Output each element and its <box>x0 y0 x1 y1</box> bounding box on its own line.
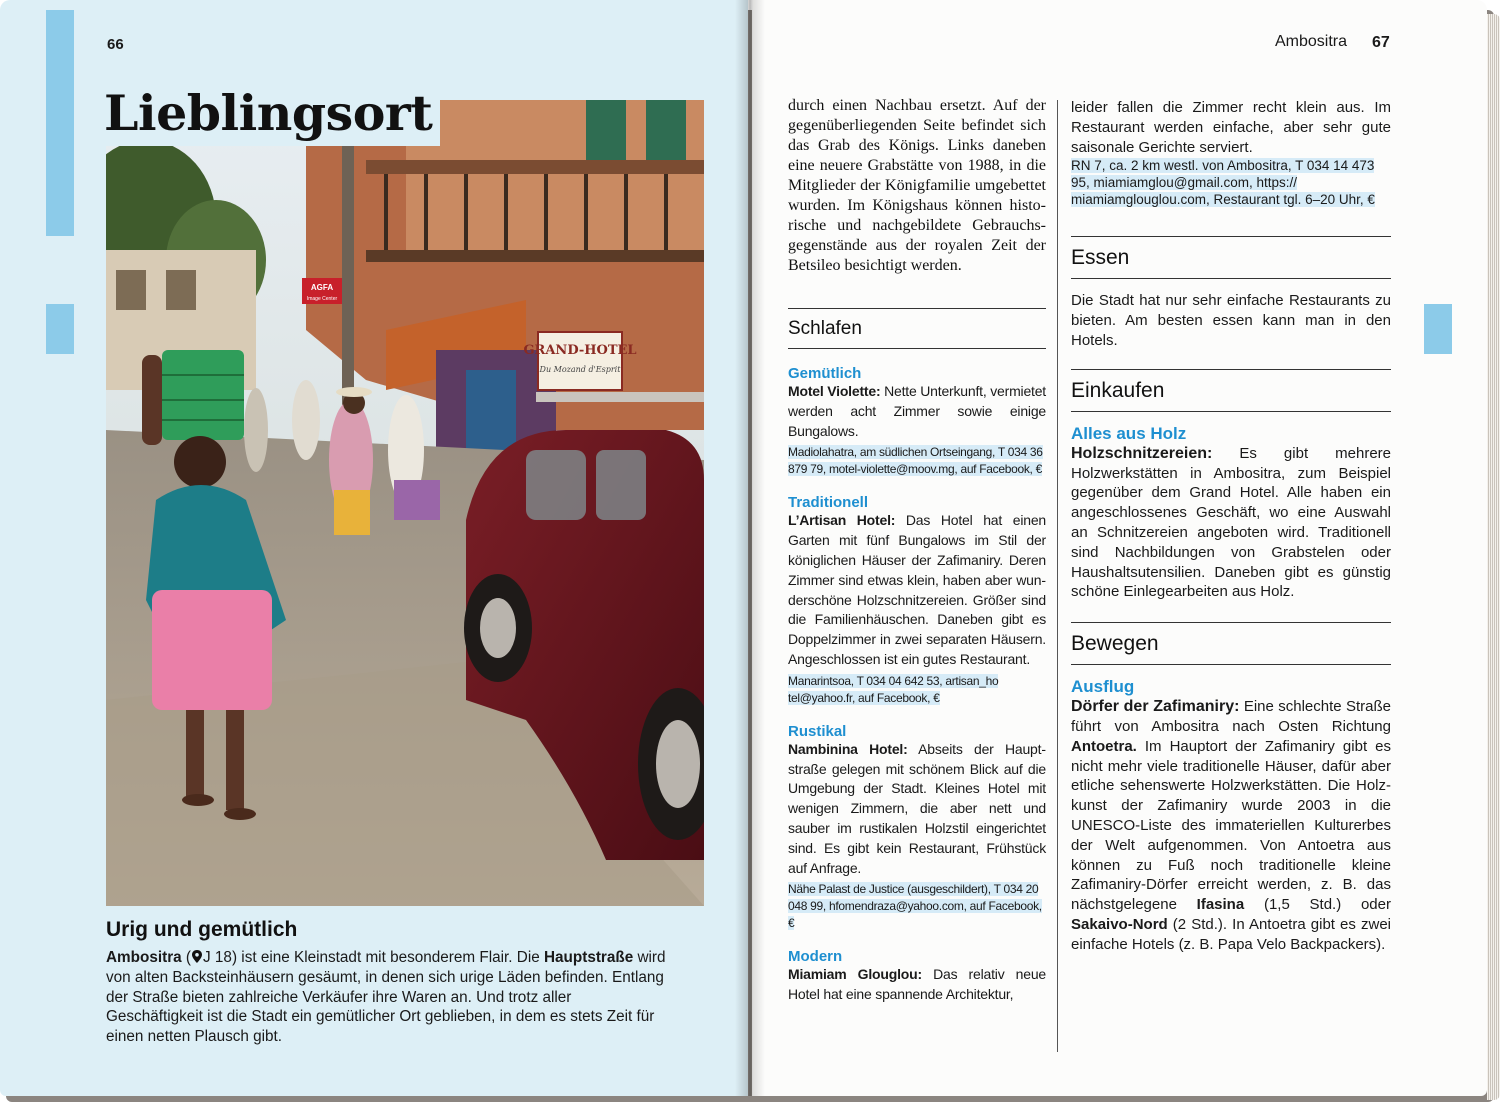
bewegen-text-3: (1,5 Std.) oder <box>1244 896 1391 914</box>
chapter-tab-marker <box>46 10 74 236</box>
hotel-entry-1 <box>788 365 1046 478</box>
hotel-info: Manarintsoa, T 034 04 642 53, artisan_ho tel@yahoo.fr, auf Facebook, € <box>788 673 999 705</box>
page-number-left: 66 <box>107 36 124 53</box>
section-heading-einkaufen: Einkaufen <box>1071 369 1391 412</box>
street-photo <box>106 100 704 906</box>
hotel-entry-4 <box>788 948 1046 1005</box>
caption-map-ref: J 18 <box>203 949 232 966</box>
hotel-name: Miamiam Glouglou: <box>788 966 922 983</box>
hotel-category: Traditionell <box>788 494 869 512</box>
hotel-continued-text: leider fallen die Zimmer recht klein aus. Im Restaurant werden einfache, aber sehr gute saisonale Gerichte serviert. <box>1071 99 1391 156</box>
hotel-name: Nambinina Hotel: <box>788 740 908 757</box>
bewegen-place-antoetra: Antoetra. <box>1071 737 1137 755</box>
bewegen-paragraph <box>1071 697 1391 954</box>
column-divider <box>1057 100 1058 1052</box>
bewegen-place-sakaivo: Sakaivo-Nord <box>1071 915 1168 933</box>
hotel-name: Motel Violette: <box>788 383 881 399</box>
einkaufen-category: Alles aus Holz <box>1071 423 1187 443</box>
caption-title: Urig und gemütlich <box>106 918 298 941</box>
hotel-description: Nette Unterkunft, vermietet werden acht Zimmer sowie einige Bungalows. <box>788 383 1047 439</box>
caption-place: Ambositra <box>106 949 182 966</box>
section-heading-bewegen: Bewegen <box>1071 622 1391 665</box>
hotel-category: Gemütlich <box>788 365 862 382</box>
hotel-sign-text: GRAND-HOTEL <box>523 343 637 358</box>
hotel-name: L’Artisan Hotel: <box>788 512 896 529</box>
column-middle <box>788 96 1046 1005</box>
hotel-description: Das relativ neue Hotel hat eine spannende Architektur, <box>788 966 1046 1003</box>
favorite-place-title: Lieblingsort <box>98 78 440 146</box>
einkaufen-text: Es gibt mehrere Holzwerkstätten in Ambositra, zum Beispiel gegenüber dem Grand Hotel. Alle haben ein angeschlossenes Geschäft, wo eine Auswahl an Schnitzereien angeboten wird. Traditionell sind Nachbildungen von Grabstelen oder Haushaltsutensilien. Daneben gibt es günstig schöne Einlegearbeiten aus Holz. <box>1071 444 1391 601</box>
hotel-description: Das Hotel hat einen Garten mit fünf Bungalows im Stil der königlichen Häuser der Zafimaniry. Deren Zimmer sind etwas klein, haben aber wunderschöne Holzschnitzereien. Größer sind die Familienhäuschen. Daneben gibt es Doppelzimmer in zwei separaten Häusern. Angeschlossen ist ein gutes Restaurant. <box>788 512 1046 667</box>
running-head: Ambositra <box>1275 33 1348 50</box>
essen-text: Die Stadt hat nur sehr einfache Restaurants zu bieten. Am besten essen kann man in den Hotels. <box>1071 292 1391 349</box>
bewegen-text-2: Im Hauptort der Zafimaniry gibt es nicht mehr viele traditionelle Häuser, dafür aber etliche sehenswerte Holzwerkstätten. Die Holzkunst der Zafimaniry wurde 2003 in die UNESCO-Liste des immateriellen Kulturerbes der Welt aufgenommen. Von Antoetra aus können zu Fuß noch traditionelle kleine Zafimaniry-Dörfer erreicht werden, z. B. das nächstgelegene <box>1071 737 1391 914</box>
page-number-right: 67 <box>1372 34 1390 51</box>
section-tab-marker-right <box>1424 304 1452 354</box>
section-heading-schlafen: Schlafen <box>788 308 1046 349</box>
bewegen-name: Dörfer der Zafimaniry: <box>1071 698 1240 716</box>
agfa-sign-text: AGFA <box>310 283 334 292</box>
hotel-info: Nähe Palast de Justice (ausgeschildert), T 034 20 048 99, hfomendraza@yahoo.com, auf Facebook, € <box>788 882 1042 931</box>
hotel-category: Rustikal <box>788 722 847 740</box>
book-gutter <box>735 0 765 1096</box>
hotel-category: Modern <box>788 948 843 966</box>
bewegen-text-1: Eine schlechte Straße führt von Ambositra nach Osten Richtung <box>1071 698 1391 735</box>
hotel-info: Madiolahatra, am südlichen Ortseingang, T 034 36 879 79, motel-violette@moov.mg, auf Facebook, € <box>788 445 1043 477</box>
hotel-entry-2 <box>788 494 1046 706</box>
hotel-sign-subtext: Du Mozand d'Esprit <box>539 365 621 374</box>
map-pin-icon <box>192 950 202 963</box>
page-edges <box>1487 14 1500 1100</box>
section-heading-essen: Essen <box>1071 236 1391 279</box>
intro-paragraph: durch einen Nachbau ersetzt. Auf der gegenüberliegenden Seite befindet sich das Grab des Königs. Links daneben eine neuere Grabstätte von 1988, in die Mitglieder der Königfamilie umgebettet wurden. Im Königshaus können historische und nachgebildete Gebrauchsgegenstände aus der royalen Zeit der Betsileo besichtigt werden. <box>788 97 1046 274</box>
hotel-description: Abseits der Hauptstraße gelegen mit schönem Blick auf die Umgebung der Stadt. Kleines Hotel mit wenigen Zimmern, die aber nett und sauber im rustikalen Holzstil eingerichtet sind. Es gibt kein Restaurant, Frühstück auf Anfrage. <box>788 740 1046 876</box>
column-right <box>1071 98 1391 955</box>
einkaufen-name: Holzschnitzereien: <box>1071 444 1213 462</box>
bewegen-category: Ausflug <box>1071 677 1135 697</box>
hotel-entry-3 <box>788 723 1046 933</box>
caption-text: Ambositra ( J 18) ist eine Kleinstadt mit besonderem Flair. Die Hauptstraße wird von alten Backsteinhäusern gesäumt, in denen sich urige Läden befinden. Entlang der Straße bieten zahlreiche Verkäufer ihre Waren an. Und trotz aller Geschäftigkeit ist die Stadt ein gemütlicher Ort geblieben, in dem es stets Zeit für einen netten Plausch gibt. <box>106 949 666 1046</box>
left-page <box>0 0 748 1096</box>
agfa-sign-subtext: Image Center <box>306 296 338 302</box>
caption-text-part2: wird von alten Backsteinhäusern gesäumt, in denen sich urige Läden befinden. Entlang der Straße bieten zahlreiche Verkäufer ihre Waren an. Und trotz aller Geschäftigkeit ist die Stadt ein gemütlicher Ort geblieben, in dem es stets Zeit für einen netten Plausch gibt. <box>106 949 666 1046</box>
bewegen-text-4: (2 Std.). In Antoetra gibt es zwei einfache Hotels (z. B. Papa Velo Backpackers). <box>1071 915 1391 953</box>
caption-bold-street: Hauptstraße <box>543 949 634 966</box>
caption-text-part1: ist eine Kleinstadt mit besonderem Flair. Die <box>237 949 544 966</box>
section-tab-marker <box>46 304 74 354</box>
hotel-continued-info: RN 7, ca. 2 km westl. von Ambositra, T 034 14 473 95, miamiamglou@gmail.com, https:// miamiamglouglou.com, Restaurant tgl. 6–20 Uhr, € <box>1071 158 1375 208</box>
bewegen-place-ifasina: Ifasina <box>1196 896 1245 914</box>
